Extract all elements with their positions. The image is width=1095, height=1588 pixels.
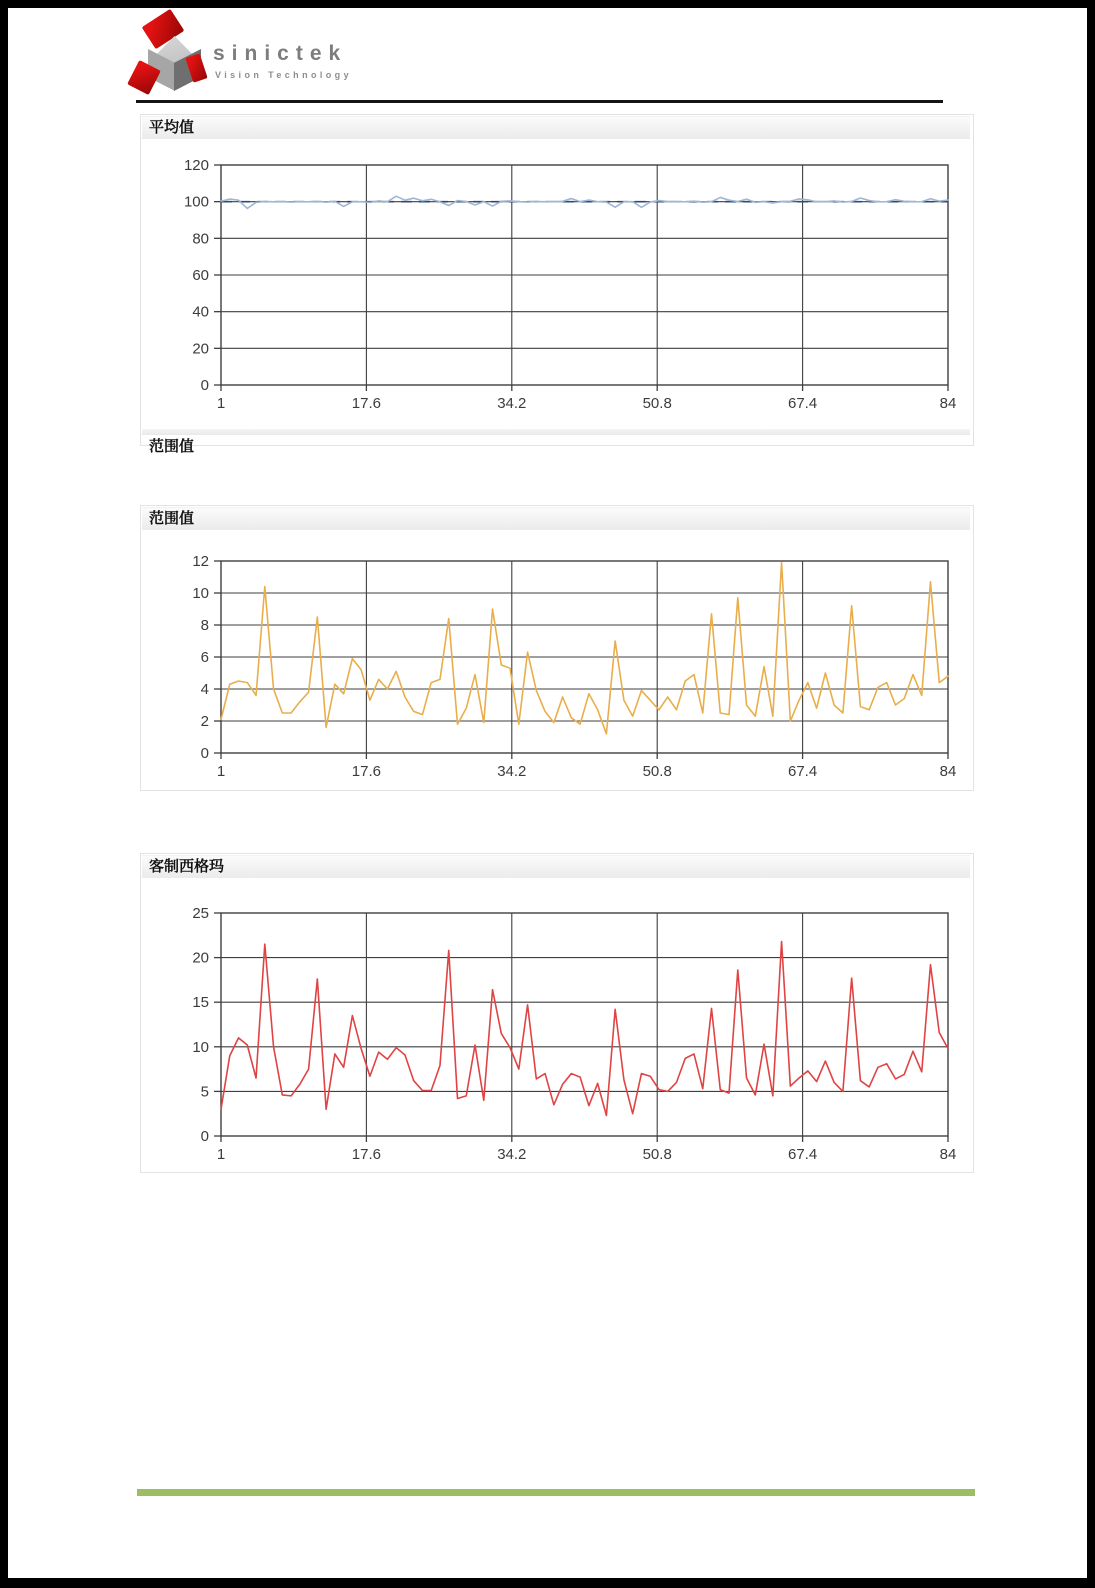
mean-section-title: 平均值: [149, 119, 195, 136]
svg-text:0: 0: [200, 745, 209, 762]
svg-text:1: 1: [216, 1146, 226, 1163]
svg-text:34.2: 34.2: [497, 1146, 527, 1163]
svg-text:50.8: 50.8: [642, 763, 672, 780]
sigma-section-title: 客制西格玛: [149, 858, 225, 875]
svg-text:4: 4: [200, 681, 209, 698]
svg-text:34.2: 34.2: [497, 395, 527, 412]
sigma-chart: [142, 901, 970, 1165]
svg-text:10: 10: [192, 585, 209, 602]
mean-chart: [142, 151, 970, 443]
svg-text:60: 60: [192, 267, 209, 284]
svg-text:1: 1: [216, 763, 226, 780]
svg-text:0: 0: [200, 1128, 209, 1145]
range-section-header: [142, 507, 970, 530]
logo-brand-text: sinictek: [213, 42, 348, 65]
svg-text:17.6: 17.6: [351, 1146, 382, 1163]
range-section-title: 范围值: [149, 510, 195, 527]
clipped-section-title: 范围值: [149, 438, 195, 455]
svg-text:15: 15: [192, 994, 209, 1012]
svg-text:17.6: 17.6: [351, 395, 382, 412]
svg-text:50.8: 50.8: [642, 395, 672, 412]
svg-text:34.2: 34.2: [497, 763, 527, 780]
svg-text:67.4: 67.4: [787, 763, 818, 780]
svg-text:84: 84: [939, 1146, 957, 1163]
svg-text:50.8: 50.8: [642, 1146, 672, 1163]
footer-green-bar: [137, 1489, 975, 1496]
svg-text:5: 5: [200, 1083, 209, 1101]
svg-text:1: 1: [216, 395, 226, 412]
clipped-section-header-bar: [142, 429, 970, 435]
logo-tagline-text: Vision Technology: [215, 70, 352, 80]
sigma-section-header: [142, 855, 970, 878]
svg-text:120: 120: [183, 157, 209, 174]
svg-text:67.4: 67.4: [787, 1146, 818, 1163]
svg-text:20: 20: [192, 949, 209, 967]
svg-text:100: 100: [183, 193, 209, 211]
sinictek-logo: [128, 10, 388, 100]
svg-text:17.6: 17.6: [351, 763, 382, 780]
mean-section-header: [142, 116, 970, 139]
svg-text:25: 25: [192, 905, 209, 922]
svg-text:80: 80: [192, 230, 209, 248]
svg-text:10: 10: [192, 1038, 209, 1056]
range-chart: [142, 548, 970, 786]
svg-text:40: 40: [192, 303, 209, 321]
svg-text:8: 8: [200, 617, 209, 634]
report-page-body: [8, 8, 1087, 1578]
svg-text:2: 2: [200, 713, 209, 730]
svg-text:6: 6: [200, 649, 209, 666]
svg-text:0: 0: [200, 377, 209, 394]
svg-text:84: 84: [939, 395, 957, 412]
clipped-section-header: [142, 429, 970, 455]
svg-text:84: 84: [939, 763, 957, 780]
svg-text:67.4: 67.4: [787, 395, 818, 412]
svg-text:12: 12: [192, 553, 209, 570]
header-divider-rule: [136, 100, 943, 103]
svg-text:20: 20: [192, 340, 209, 358]
